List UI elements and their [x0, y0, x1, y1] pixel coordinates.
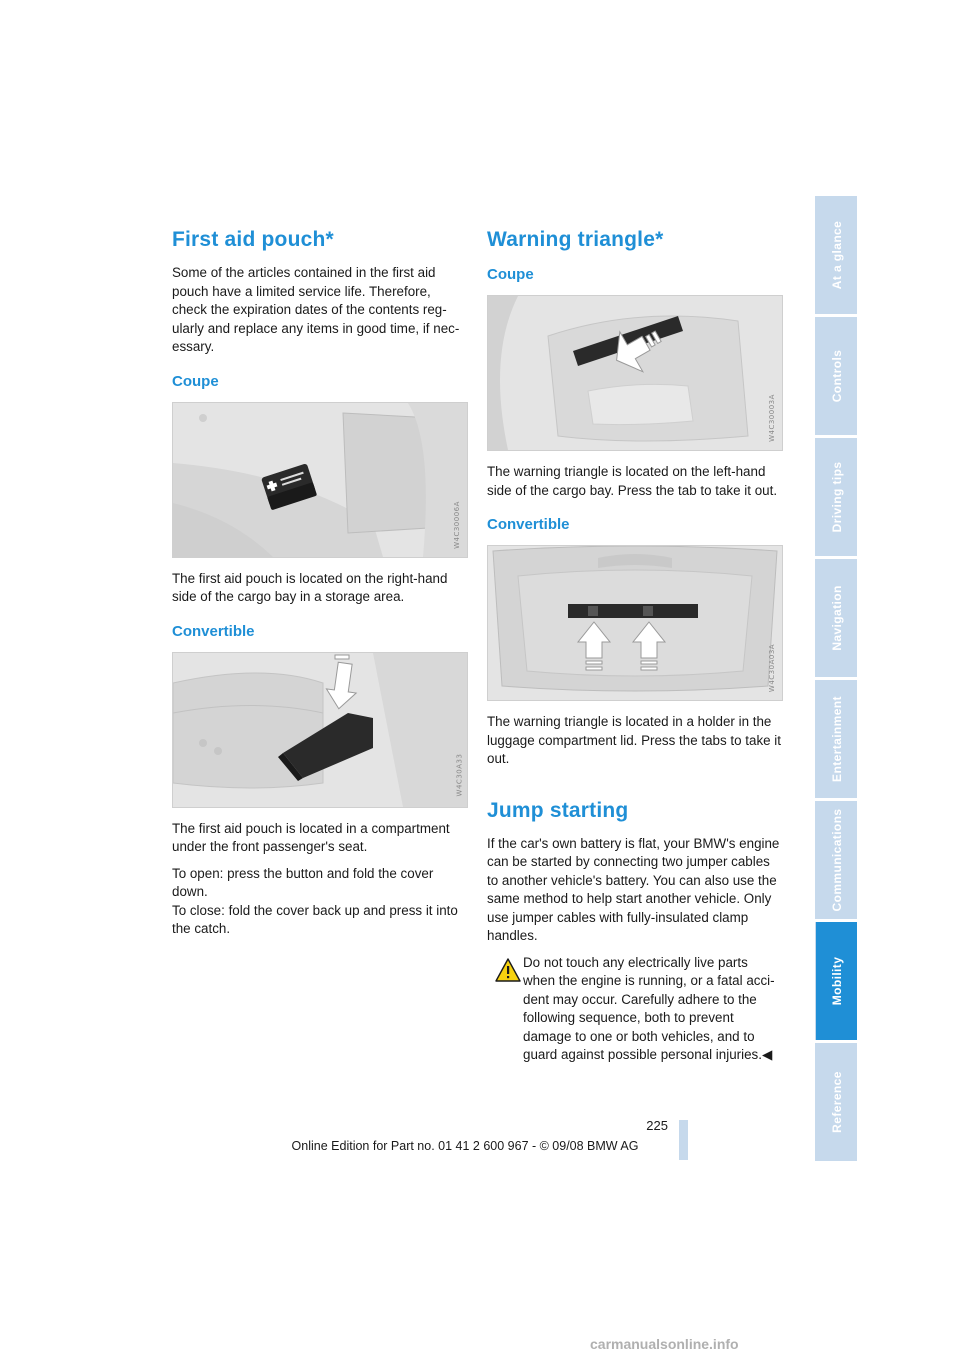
jump-starting-text: If the car's own battery is flat, your BMW's engine can be started by connecting two jumper cables to another vehicle's battery. You can also use the same method to help start another vehicle. Only use jumper cables with fully-insulated clamp handles.: [487, 835, 780, 943]
first-aid-convertible-illustration: [173, 653, 467, 807]
warning-triangle-convertible-figure: [487, 545, 783, 701]
warning-text-content: Do not touch any electrically live parts when the engine is running, or a fatal accident may occur. Carefully adhere to the following sequence, both to prevent damage to one or both vehicles, and to guard against possible personal injuries.◀: [523, 954, 775, 1062]
first-aid-coupe-figure: [172, 402, 468, 558]
page-number-bar: [679, 1120, 688, 1160]
first-aid-coupe-illustration: [173, 403, 467, 557]
warning-triangle-column: [487, 228, 781, 1073]
warning-triangle-coupe-figure: [487, 295, 783, 451]
figure-code: W4C30A33: [455, 753, 464, 796]
first-aid-convertible-text: The first aid pouch is located in a compartment under the front passenger's seat.: [172, 820, 450, 854]
chapter-tab-label: At a glance: [829, 220, 844, 290]
warning-triangle-coupe-text: The warning triangle is located on the left-hand side of the cargo bay. Press the tab to take it out.: [487, 464, 778, 498]
chapter-tab-navigation[interactable]: [815, 559, 857, 677]
warning-triangle-convertible-illustration: [488, 546, 782, 700]
warning-triangle-coupe-heading: Coupe: [487, 266, 534, 283]
figure-code: W4C30006A: [453, 500, 462, 549]
warning-triangle-title: Warning triangle*: [487, 228, 664, 251]
warning-icon: [495, 958, 521, 982]
watermark: carmanualsonline.info: [590, 1336, 739, 1352]
chapter-tab-reference[interactable]: [815, 1043, 857, 1161]
close-instruction: To close: fold the cover back up and press it into the catch.: [172, 902, 458, 936]
open-instruction: To open: press the button and fold the cover down.: [172, 865, 434, 899]
chapter-tab-label: Driving tips: [829, 461, 844, 533]
chapter-tab-label: Navigation: [829, 585, 844, 651]
warning-triangle-convertible-text: The warning triangle is located in a holder in the luggage compartment lid. Press the tabs to take it out.: [487, 714, 782, 766]
first-aid-coupe-heading: Coupe: [172, 372, 219, 390]
chapter-tab-label: Reference: [829, 1071, 844, 1133]
first-aid-intro: Some of the articles contained in the first aid pouch have a limited service life. Therefore, check the expiration dates of the contents regularly and replace any items in good time, if necessary.: [172, 265, 460, 354]
first-aid-convertible-figure: [172, 652, 468, 808]
figure-code: W4C30A03A: [767, 643, 776, 693]
figure-code: W4C30003A: [768, 394, 777, 442]
first-aid-title: First aid pouch*: [172, 228, 334, 251]
first-aid-column: [172, 228, 466, 947]
first-aid-convertible-heading: Convertible: [172, 622, 255, 640]
chapter-tab-mobility[interactable]: [815, 922, 857, 1040]
page-number: 225: [646, 1118, 668, 1133]
chapter-tab-label: Entertainment: [829, 696, 844, 782]
chapter-tab-at-a-glance[interactable]: [815, 196, 857, 314]
chapter-tab-label: Controls: [829, 349, 844, 403]
chapter-tab-driving-tips[interactable]: [815, 438, 857, 556]
jump-starting-warning: [487, 954, 781, 1065]
chapter-tabs: [815, 196, 857, 1164]
first-aid-coupe-text: The first aid pouch is located on the right-hand side of the cargo bay in a storage area.: [172, 570, 448, 604]
jump-starting-title: Jump starting: [487, 798, 629, 822]
warning-triangle-coupe-illustration: [488, 296, 782, 450]
footer-edition: Online Edition for Part no. 01 41 2 600 967 - © 09/08 BMW AG: [291, 1139, 639, 1153]
warning-triangle-convertible-heading: Convertible: [487, 516, 570, 533]
chapter-tab-entertainment[interactable]: [815, 680, 857, 798]
chapter-tab-label: Communications: [829, 808, 844, 912]
chapter-tab-label: Mobility: [829, 956, 844, 1006]
chapter-tab-communications[interactable]: [815, 801, 857, 919]
warning-text: [487, 954, 781, 1065]
chapter-tab-controls[interactable]: [815, 317, 857, 435]
